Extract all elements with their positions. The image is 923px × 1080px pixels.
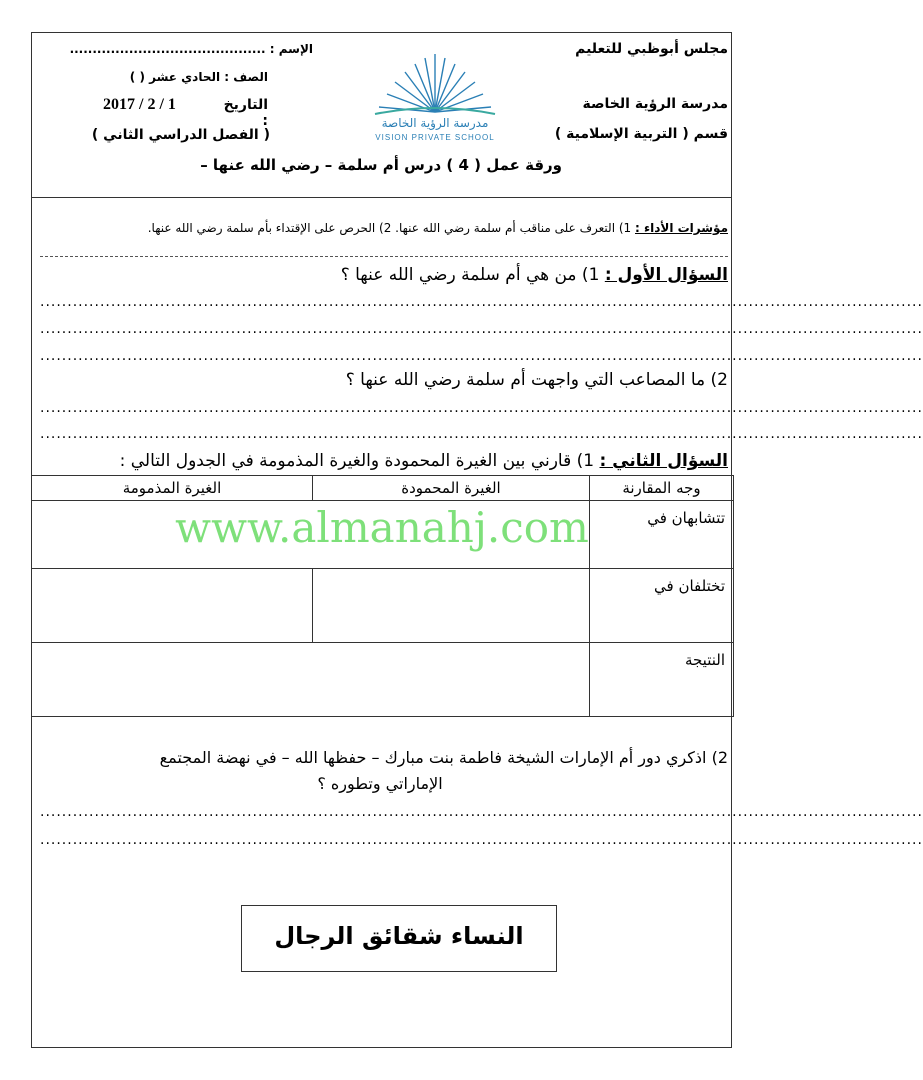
answer-line: .................................................................................................................................................................. — [40, 400, 923, 416]
table-header: الغيرة المذمومة — [32, 476, 313, 501]
table-header: الغيرة المحمودة — [313, 476, 590, 501]
semester-label: ( الفصل الدراسي الثاني ) — [91, 127, 270, 143]
question2-label: السؤال الثاني : — [599, 451, 728, 471]
answer-line: .................................................................................................................................................................. — [40, 348, 923, 364]
grade-label: الصف : الحادي عشر ( ) — [129, 70, 268, 84]
department-name: قسم ( التربية الإسلامية ) — [554, 126, 728, 142]
answer-line: .................................................................................................................................................................. — [40, 321, 923, 337]
question1-label: السؤال الأول : — [604, 265, 728, 285]
question1-part2: 2) ما المصاعب التي واجهت أم سلمة رضي الله عنها ؟ — [345, 370, 728, 390]
motto-box — [241, 905, 557, 972]
logo-arabic-text: مدرسة الرؤية الخاصة — [381, 116, 489, 130]
question2-part2-line1: 2) اذكري دور أم الإمارات الشيخة فاطمة بنت مبارك – حفظها الله – في نهضة المجتمع — [159, 748, 728, 767]
question1-text: 1) من هي أم سلمة رضي الله عنها ؟ — [340, 265, 600, 285]
date-value: 2017 / 2 / 1 — [103, 96, 176, 113]
question2-part2-line2: الإماراتي وتطوره ؟ — [317, 774, 443, 793]
indicators-label: مؤشرات الأداء : — [635, 221, 728, 235]
table-header: وجه المقارنة — [590, 476, 734, 501]
table-answer-cell[interactable] — [32, 643, 590, 717]
question2-text: 1) قارني بين الغيرة المحمودة والغيرة المذمومة في الجدول التالي : — [119, 451, 595, 471]
indicators-text: 1) التعرف على مناقب أم سلمة رضي الله عنها. 2) الحرص على الإقتداء بأم سلمة رضي الله عنها. — [147, 221, 632, 235]
council-name: مجلس أبوظبي للتعليم — [575, 41, 728, 57]
table-answer-cell[interactable] — [32, 569, 313, 643]
logo-english-text: VISION PRIVATE SCHOOL — [375, 133, 495, 142]
school-name: مدرسة الرؤية الخاصة — [582, 96, 728, 112]
table-row-label: تختلفان في — [590, 569, 734, 643]
answer-line: .................................................................................................................................................................. — [40, 832, 923, 848]
header-divider — [31, 197, 732, 198]
motto-text: النساء شقائق الرجال — [274, 922, 524, 950]
sunburst-icon — [365, 52, 505, 124]
indicators-row — [148, 221, 728, 235]
question2-line1 — [120, 451, 728, 471]
watermark: www.almanahj.com — [175, 503, 589, 552]
student-name-field: الإسم : ........................................... — [69, 42, 313, 56]
table-answer-cell[interactable] — [313, 569, 590, 643]
answer-line: .................................................................................................................................................................. — [40, 804, 923, 820]
question1-line1 — [341, 265, 728, 285]
answer-line: .................................................................................................................................................................. — [40, 294, 923, 310]
answer-line: .................................................................................................................................................................. — [40, 426, 923, 442]
school-logo — [365, 52, 505, 147]
table-row-label: تتشابهان في — [590, 501, 734, 569]
date-label: التاريخ : — [223, 97, 268, 129]
indicators-divider — [40, 256, 728, 257]
worksheet-title: ورقة عمل ( 4 ) درس أم سلمة – رضي الله عنها – — [200, 156, 562, 174]
table-row-label: النتيجة — [590, 643, 734, 717]
